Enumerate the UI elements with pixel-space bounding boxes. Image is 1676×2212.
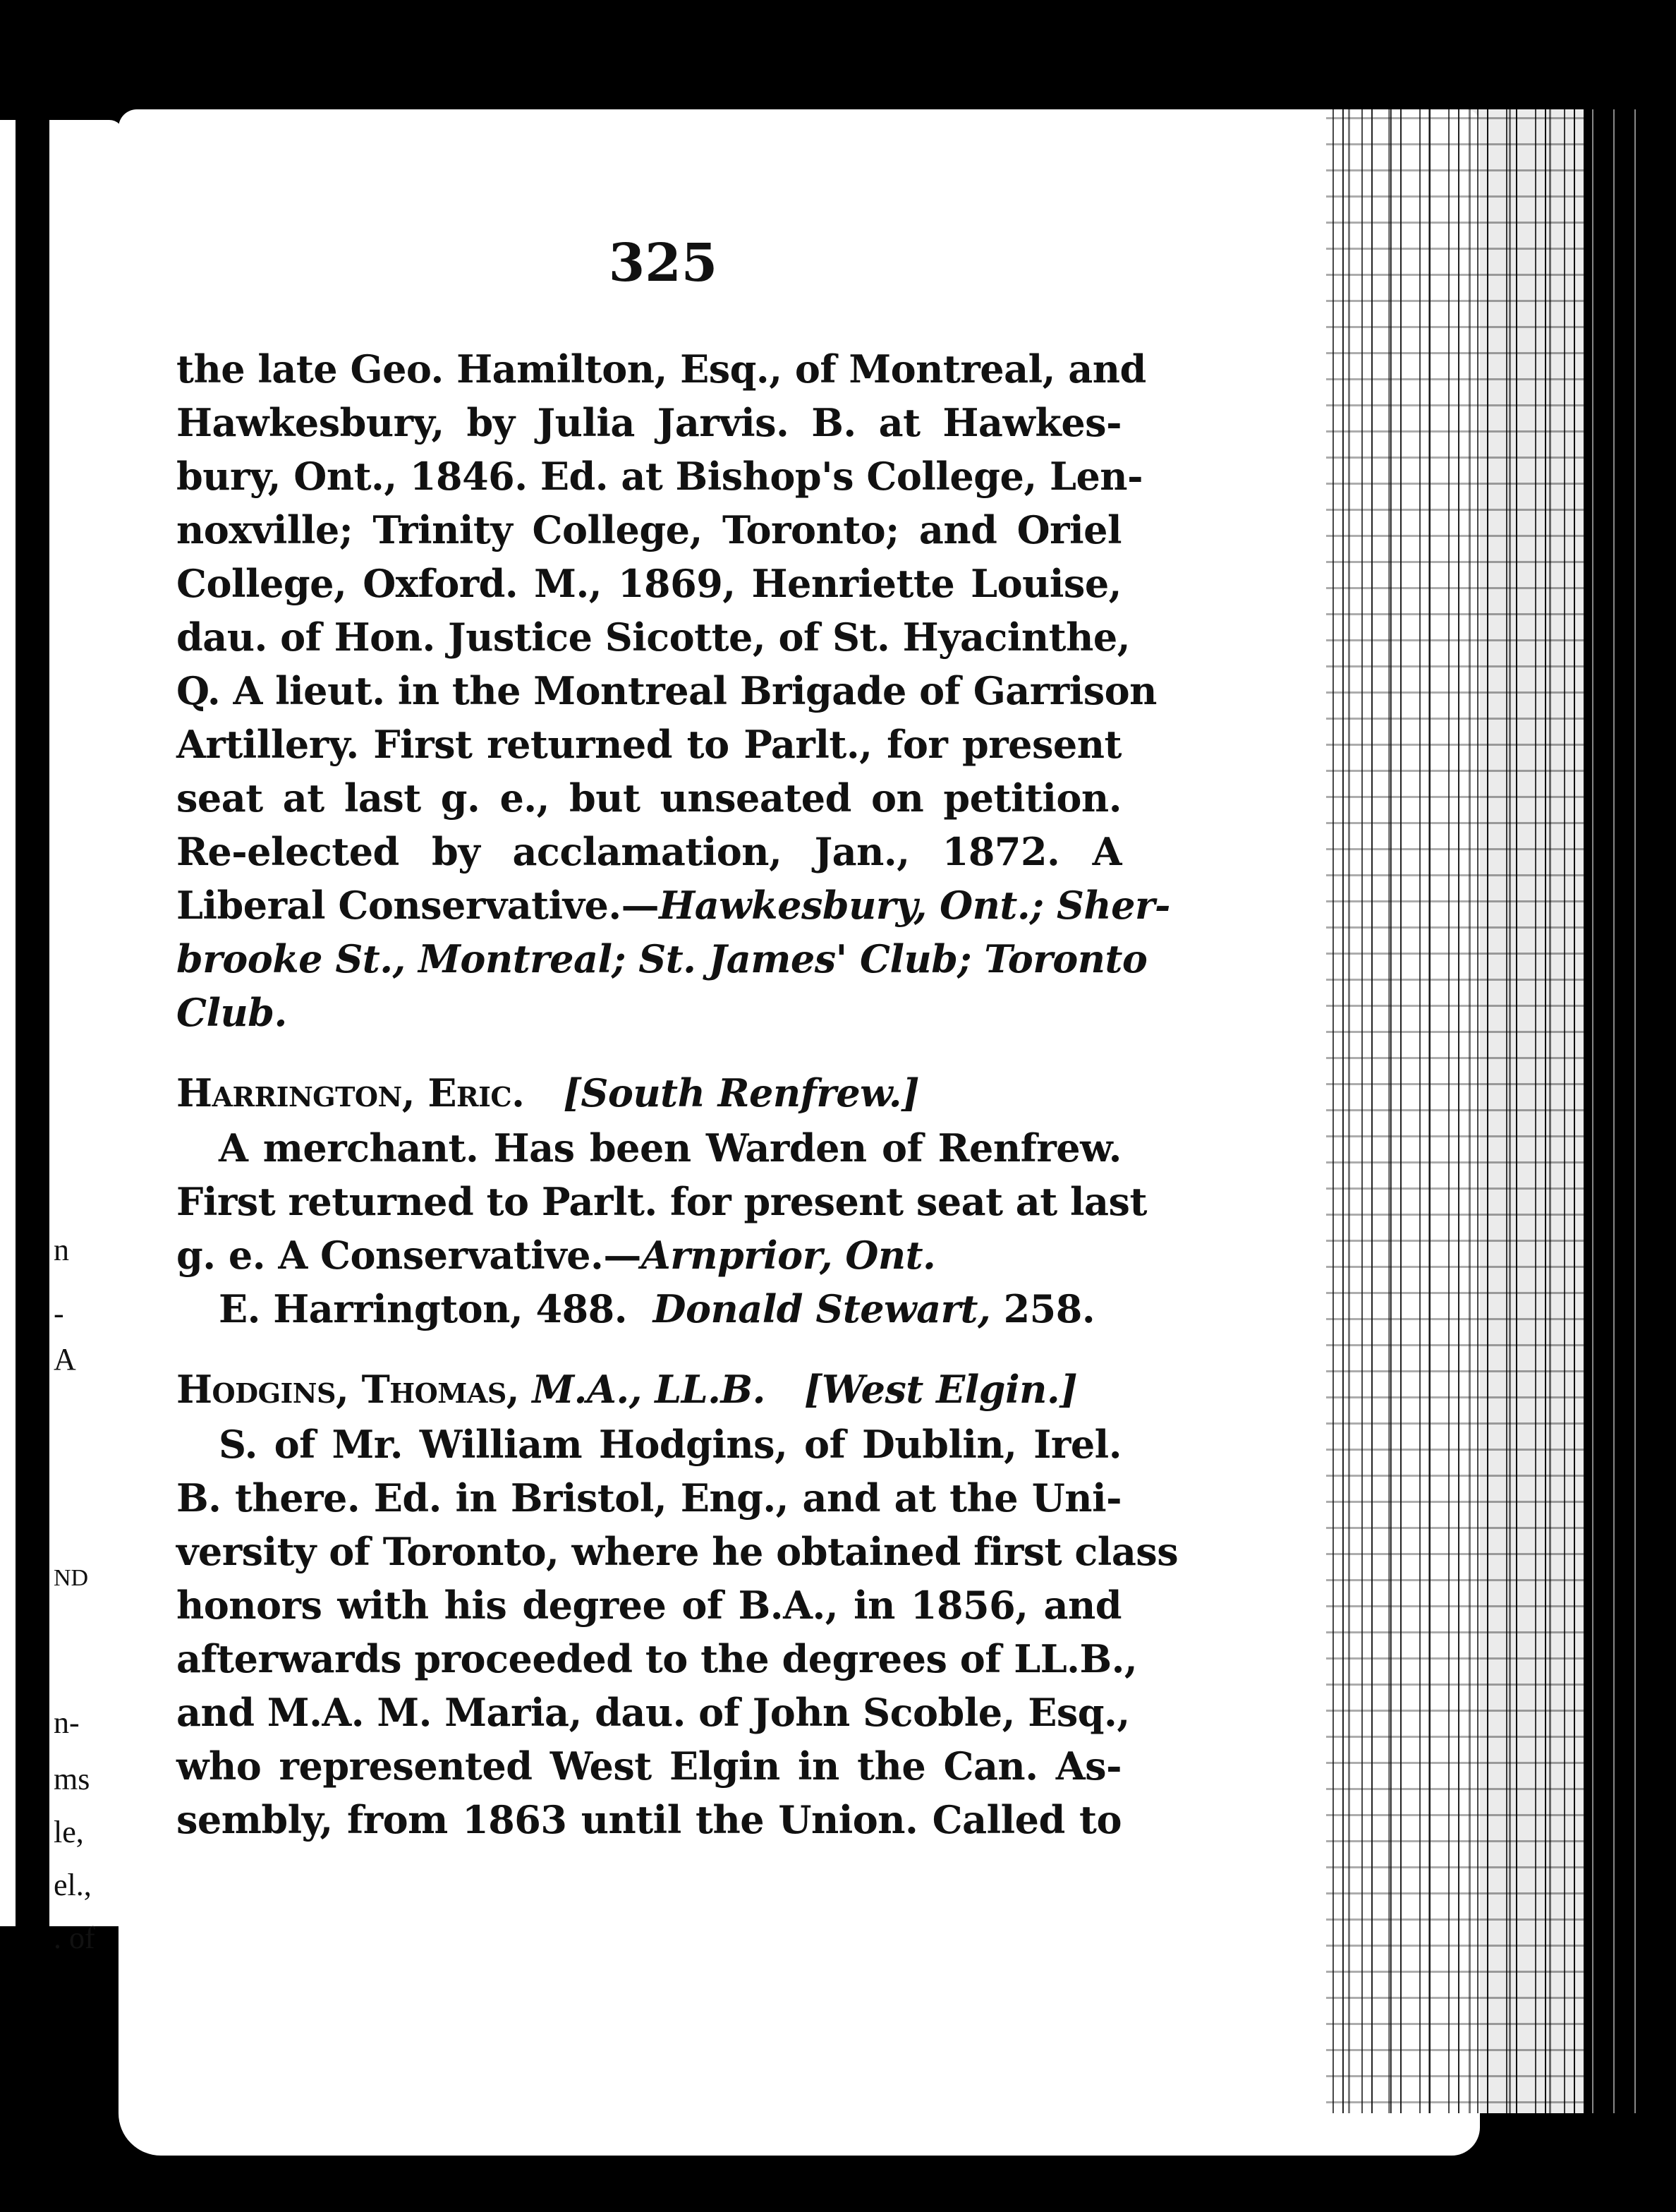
left-page-fragment: - — [54, 1296, 64, 1331]
member-name: Hodgins, Thomas, — [176, 1367, 520, 1412]
constituency: [South Renfrew.] — [563, 1070, 920, 1116]
text-line: honors with his degree of B.A., in 1856, and — [176, 1583, 1122, 1628]
text-line: afterwards proceeded to the degrees of LL.B., — [176, 1636, 1138, 1681]
adjacent-page-left — [0, 120, 123, 1955]
text-line: sembly, from 1863 until the Union. Called to — [176, 1797, 1122, 1842]
text-run: g. e. A Conservative.— — [176, 1233, 641, 1278]
text-line: bury, Ont., 1846. Ed. at Bishop's College, Len- — [176, 454, 1143, 499]
text-run: E. Harrington, 488. — [219, 1286, 628, 1331]
book-spine-edge — [1584, 109, 1640, 2113]
address-italic: brooke St., Montreal; St. James' Club; Toronto — [176, 936, 1148, 981]
election-result — [176, 1282, 1122, 1336]
left-page-fragment: el., — [54, 1868, 92, 1902]
text-line: noxville; Trinity College, Toronto; and Oriel — [176, 507, 1122, 552]
page-body — [176, 342, 1179, 1847]
text-line: versity of Toronto, where he obtained first class — [176, 1529, 1179, 1574]
text-line: dau. of Hon. Justice Sicotte, of St. Hyacinthe, — [176, 615, 1130, 660]
text-line — [176, 1228, 1122, 1282]
member-name: Harrington, Eric. — [176, 1070, 525, 1116]
left-page-fragment: ms — [54, 1762, 90, 1796]
address-italic: Club. — [176, 990, 287, 1035]
left-page-fragment: n- — [54, 1705, 80, 1740]
page-edge-texture — [1326, 109, 1622, 2113]
opponent-name: Donald Stewart, — [652, 1286, 991, 1331]
text-line: Re-elected by acclamation, Jan., 1872. A — [176, 829, 1122, 874]
text-line: S. of Mr. William Hodgins, of Dublin, Irel. — [219, 1422, 1122, 1467]
address-italic: Arnprior, Ont. — [640, 1233, 936, 1278]
address-italic: Hawkesbury, Ont.; Sher- — [659, 883, 1170, 928]
left-page-fragment: A — [54, 1342, 76, 1377]
left-page-fragment: . of — [54, 1921, 95, 1955]
text-line: the late Geo. Hamilton, Esq., of Montreal, and — [176, 346, 1146, 392]
left-page-fragment: le, — [54, 1815, 84, 1849]
text-line: A merchant. Has been Warden of Renfrew. — [219, 1125, 1122, 1171]
text-line: College, Oxford. M., 1869, Henriette Louise, — [176, 561, 1122, 606]
text-run: Liberal Conservative.— — [176, 883, 660, 928]
text-line: who represented West Elgin in the Can. As- — [176, 1743, 1122, 1789]
text-line: and M.A. M. Maria, dau. of John Scoble, Esq., — [176, 1690, 1130, 1735]
text-run: 258. — [1003, 1286, 1095, 1331]
entry-heading-harrington — [176, 1065, 1122, 1121]
text-line: seat at last g. e., but unseated on petition. — [176, 775, 1122, 821]
member-degrees: M.A., LL.B. — [532, 1367, 765, 1412]
text-line: First returned to Parlt. for present seat at last — [176, 1179, 1147, 1224]
text-line: Q. A lieut. in the Montreal Brigade of Garrison — [176, 668, 1157, 713]
left-page-fragment: ND — [54, 1565, 89, 1591]
text-line: Artillery. First returned to Parlt., for present — [176, 722, 1122, 767]
page-number: 325 — [608, 233, 718, 294]
left-page-fragment: n — [54, 1233, 69, 1267]
entry-heading-hodgins — [176, 1361, 1122, 1418]
text-line: B. there. Ed. in Bristol, Eng., and at the Uni- — [176, 1475, 1122, 1521]
text-line — [176, 878, 1170, 932]
text-line: Hawkesbury, by Julia Jarvis. B. at Hawkes- — [176, 400, 1122, 445]
constituency: [West Elgin.] — [803, 1367, 1078, 1412]
page-gutter — [16, 120, 49, 1926]
